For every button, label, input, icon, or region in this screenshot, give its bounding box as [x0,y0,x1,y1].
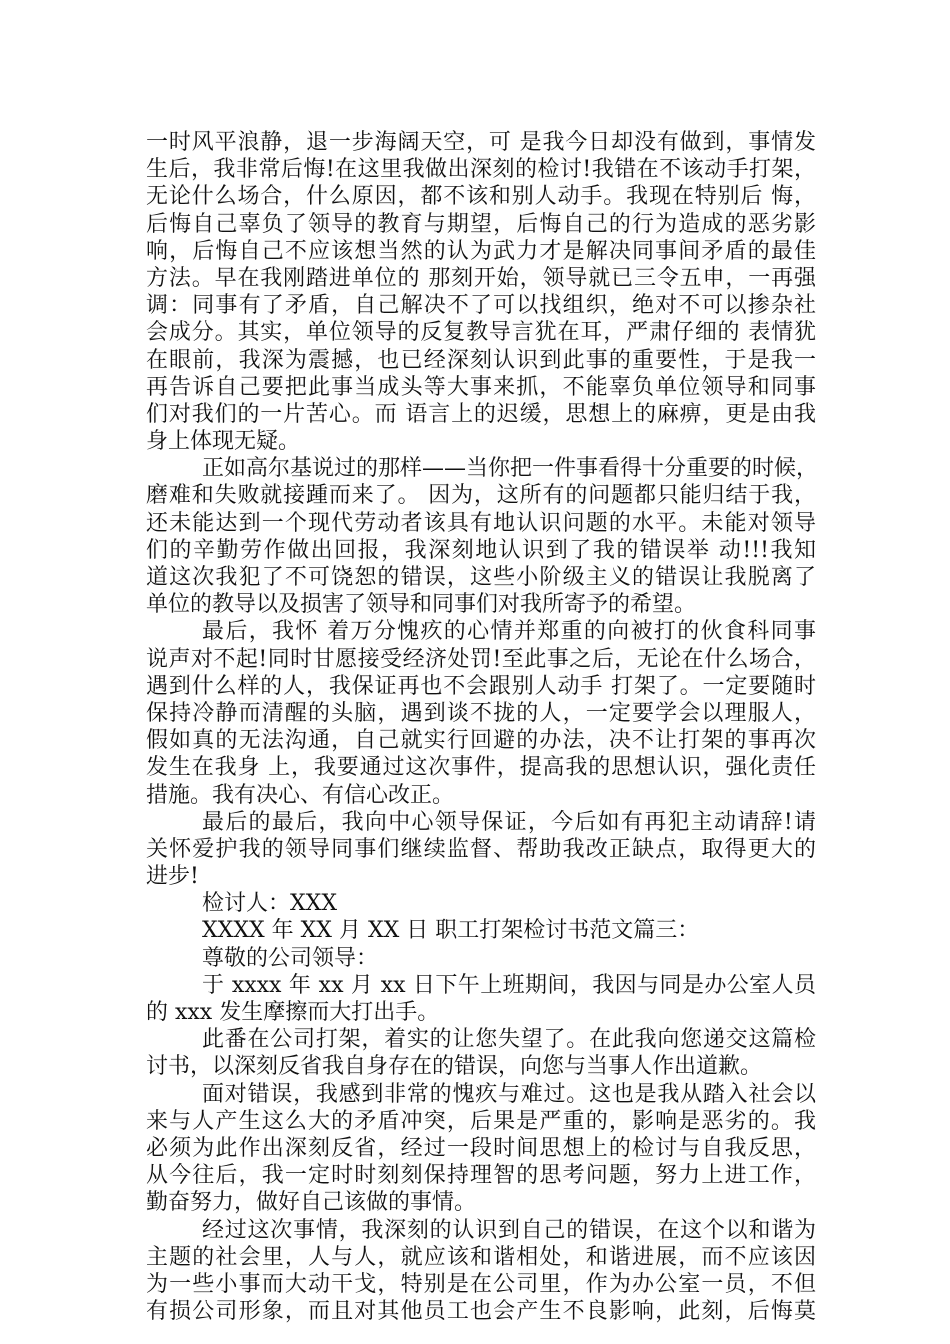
text-line: 还未能达到一个现代劳动者该具有地认识问题的水平。未能对领导 [146,510,816,536]
text-line: 假如真的无法沟通，自己就实行回避的办法，决不让打架的事再次 [146,728,816,754]
text-line: 从今往后，我一定时时刻刻保持理智的思考问题，努力上进工作， [146,1163,816,1189]
text-line: 最后的最后，我向中心领导保证，今后如有再犯主动请辞!请 [202,809,816,835]
text-line: 经过这次事情，我深刻的认识到自己的错误，在这个以和谐为 [202,1217,816,1243]
text-line: 于 xxxx 年 xx 月 xx 日下午上班期间，我因与同是办公室人员 [202,972,816,998]
text-line: 说声对不起!同时甘愿接受经济处罚!至此事之后，无论在什么场合， [146,646,816,672]
text-line: 面对错误，我感到非常的愧疚与难过。这也是我从踏入社会以 [202,1081,816,1107]
text-line: 身上体现无疑。 [146,429,301,455]
text-line: 会成分。其实，单位领导的反复教导言犹在耳，严肃仔细的 表情犹 [146,320,816,346]
text-line: 再告诉自己要把此事当成头等大事来抓，不能辜负单位领导和同事 [146,374,816,400]
text-line: 正如高尔基说过的那样——当你把一件事看得十分重要的时候， [202,456,819,482]
text-line: 主题的社会里，人与人，就应该和谐相处，和谐进展，而不应该因 [146,1244,816,1270]
text-line: 们对我们的一片苦心。而 语言上的迟缓，思想上的麻痹，更是由我 [146,401,816,427]
document-body [146,129,819,1325]
text-line: 最后，我怀 着万分愧疚的心情并郑重的向被打的伙食科同事 [202,619,816,645]
text-line: 勤奋努力，做好自己该做的事情。 [146,1190,477,1216]
text-line: 生后，我非常后悔!在这里我做出深刻的检讨!我错在不该动手打架， [146,157,816,183]
text-line: 一时风平浪静，退一步海阔天空，可 是我今日却没有做到，事情发 [146,130,816,155]
text-line: 保持冷静而清醒的头脑，遇到谈不拢的人，一定要学会以理服人， [146,700,816,726]
text-line: 响，后悔自己不应该想当然的认为武力才是解决同事间矛盾的最佳 [146,238,816,264]
text-line: 尊敬的公司领导： [202,945,379,971]
text-line: 发生在我身 上，我要通过这次事件，提高我的思想认识，强化责任 [146,755,816,781]
text-line: XXXX 年 XX 月 XX 日 职工打架检讨书范文篇三： [202,918,700,944]
text-line: 措施。我有决心、有信心改正。 [146,782,455,808]
text-line: 必须为此作出深刻反省，经过一段时间思想上的检讨与自我反思， [146,1135,816,1161]
text-line: 方法。早在我刚踏进单位的 那刻开始，领导就已三令五申，一再强 [146,265,816,291]
text-line: 有损公司形象，而且对其他员工也会产生不良影响，此刻，后悔莫 [146,1299,816,1325]
text-line: 无论什么场合，什么原因，都不该和别人动手。我现在特别后 悔， [146,184,816,210]
text-line: 调：同事有了矛盾，自己解决不了可以找组织，绝对不可以掺杂社 [146,293,816,319]
text-line: 来与人产生这么大的矛盾冲突，后果是严重的，影响是恶劣的。我 [146,1108,816,1134]
text-line: 关怀爱护我的领导同事们继续监督、帮助我改正缺点，取得更大的 [146,836,816,862]
text-line: 讨书，以深刻反省我自身存在的错误，向您与当事人作出道歉。 [146,1054,763,1080]
text-line: 进步! [146,864,199,890]
text-line: 检讨人：XXX [202,891,337,917]
text-line: 后悔自己辜负了领导的教育与期望，后悔自己的行为造成的恶劣影 [146,211,816,237]
text-line: 在眼前，我深为震撼，也已经深刻认识到此事的重要性，于是我一 [146,347,816,373]
text-line: 道这次我犯了不可饶恕的错误，这些小阶级主义的错误让我脱离了 [146,565,816,590]
text-line: 此番在公司打架，着实的让您失望了。在此我向您递交这篇检 [202,1027,816,1053]
text-line: 为一些小事而大动干戈，特别是在公司里，作为办公室一员，不但 [146,1271,816,1297]
text-line: 遇到什么样的人，我保证再也不会跟别人动手 打架了。一定要随时 [146,673,816,699]
text-line: 磨难和失败就接踵而来了。 因为，这所有的问题都只能归结于我， [146,483,816,509]
text-line: 单位的教导以及损害了领导和同事们对我所寄予的希望。 [146,592,697,618]
text-line: 们的辛勤劳作做出回报，我深刻地认识到了我的错误举 动!!!我知 [146,537,816,563]
text-line: 的 xxx 发生摩擦而大打出手。 [146,1000,440,1025]
